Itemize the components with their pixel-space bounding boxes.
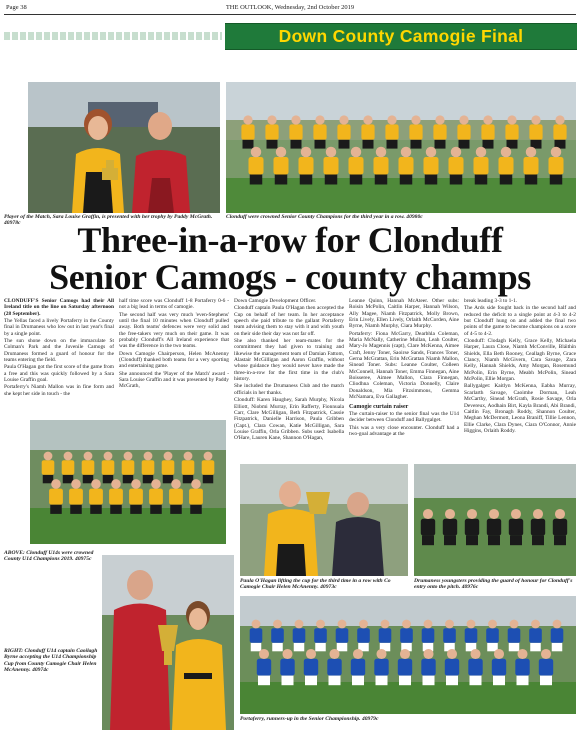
player-shorts [258, 676, 270, 686]
player-shirt [553, 124, 566, 139]
player-head [316, 620, 325, 629]
article-paragraph: The Ards side fought back in the second half and reduced the deficit to a single point at 4-3 to 4-2 but Clonduff hung on and added the final two points of the game to become champions on a score of 4-5 to 4-2. [464, 305, 576, 337]
player-shirt [445, 659, 459, 676]
player-shorts [203, 475, 214, 483]
player-shirt [422, 628, 435, 643]
player-shirt [122, 460, 135, 475]
player-shorts [291, 140, 302, 149]
player-head [84, 452, 93, 461]
player-shorts [363, 140, 374, 149]
player-shorts [400, 175, 413, 185]
article-paragraph: Clonduff: Clodagh Kelly, Grace Kelly, Michaela Harper, Laura Close, Niamh McConville, Bláithín Shields, Ella Beth Rooney, Ceallagh Byrne, Grace Clancy, Niamh McGivern, Cara Savage, Zara Kelly, Hannah Shields, Amy Morgan, Rosemund McPolin, Erin Byrne, Meabh McPolin, Sinead McPolin, Ellie Morgan. [464, 338, 576, 383]
player-head [467, 509, 477, 519]
player-head [276, 147, 287, 158]
player-head [51, 479, 61, 489]
player-shirt [529, 124, 542, 139]
player-shorts [446, 676, 458, 686]
player-shorts [294, 643, 305, 651]
article-lede: CLONDUFF'S Senior Camogs had their All Ireland title on the line on Saturday afternoon (28 September). [4, 298, 114, 317]
player-head [243, 115, 252, 124]
player-shirt [443, 628, 456, 643]
player-head [326, 147, 337, 158]
player-shorts [530, 643, 541, 651]
player-head [184, 452, 193, 461]
player-shorts [435, 140, 446, 149]
player-shirt [529, 628, 542, 643]
page-number: Page 38 [6, 4, 27, 11]
player-head [555, 509, 565, 519]
section-banner-title: Down County Camogie Final [278, 26, 524, 46]
player-head [164, 452, 173, 461]
article-col-2 [119, 298, 229, 416]
player-shirt [324, 157, 339, 175]
player-shirt [421, 659, 435, 676]
player-head [533, 509, 543, 519]
player-shorts [305, 676, 317, 686]
player-shorts [315, 643, 326, 651]
player-shirt [257, 659, 271, 676]
article-paragraph: The Yellas faced a lively Portaferry in the County final in Drumaness who low out in last year's final by a single point. [4, 318, 114, 337]
article-paragraph: This was a very close encounter. Clonduff had a two-goal advantage at the [349, 424, 459, 437]
player-shorts [325, 175, 338, 185]
player-head [470, 649, 480, 659]
player-shirt [357, 628, 370, 643]
article-paragraph: Down Camogie Development Officer. [234, 298, 317, 304]
player-shirt [549, 157, 564, 175]
player-shorts [90, 505, 102, 514]
player-head [171, 479, 181, 489]
player-shorts [272, 643, 283, 651]
photo-cup-lift [240, 464, 408, 576]
player-head [507, 115, 516, 124]
player-shorts [493, 676, 505, 686]
player-head [400, 649, 410, 659]
player-head [445, 620, 454, 629]
player-shorts [376, 676, 388, 686]
player-shorts [466, 536, 478, 546]
photo-u14-team [30, 420, 226, 544]
player-shirt [481, 124, 494, 139]
player-shirt [304, 659, 318, 676]
player-shorts [251, 643, 262, 651]
player-head [381, 620, 390, 629]
article-col-4 [349, 298, 459, 458]
player-shirt [539, 659, 553, 676]
player-shorts [352, 676, 364, 686]
player-head [359, 620, 368, 629]
player-shorts [459, 140, 470, 149]
player-shorts [488, 536, 500, 546]
player-head [423, 509, 433, 519]
article-paragraph: break leading 3-3 to 1-1. [464, 298, 518, 304]
player-head [104, 452, 113, 461]
player-head [501, 147, 512, 158]
player-shorts [470, 676, 482, 686]
player-shorts [423, 676, 435, 686]
player-shirt [499, 157, 514, 175]
caption-youngsters: Drumaness youngsters providing the guard of honour for Clonduff's entry onto the pitch. 40976c [414, 578, 573, 591]
player-shirt [293, 628, 306, 643]
article-paragraph: Portaferry: Fiona McGarry, Dearbhla Coleman, Maria McNally, Catherine Mullan, Leah Coulter, Mary-Jo Magennis (capt), Clare McKenna, Aimee Craft, Jenny Toner, Saoirse Sands, Frances Toner, Gerna McGrattan, Erin McGrattan Niamh Mallon, Sinead Toner. Subs: Leanne Coulter, Colleen McConnell, Hannah Toner, Emma Finnegan, Aine Boisseree, Aimee Mallon, Ciara Finnegan, Cliodhna Coleman, Victoria Donnelly, Claire Donaldson, Mia Fitzsimmons, Gemma McNamara, Eva Gallagher. [349, 330, 459, 401]
player-shorts [282, 676, 294, 686]
player-shirt [327, 659, 341, 676]
player-head [64, 452, 73, 461]
player-shorts [422, 536, 434, 546]
player-head [124, 452, 133, 461]
player-shorts [500, 175, 513, 185]
player-head [531, 115, 540, 124]
player-shirt [349, 157, 364, 175]
player-shorts [243, 140, 254, 149]
player-shirt [487, 519, 501, 536]
player-shirt [465, 628, 478, 643]
player-head [526, 147, 537, 158]
player-shorts [425, 175, 438, 185]
player-shirt [129, 489, 143, 505]
player-shirt [409, 124, 422, 139]
player-shorts [170, 505, 182, 514]
header-rule [4, 14, 576, 15]
player-shirt [313, 124, 326, 139]
player-shirt [149, 489, 163, 505]
article-subhead: Camogie curtain raiser [349, 403, 409, 410]
caption-player-of-match: Player of the Match, Sara Louise Graffin, is presented with her trophy by Paddy McGrath. 40978c [4, 214, 213, 227]
article-paragraph: She announced the 'Player of the Match' award - Sara Louise Graffin and it was presented by Paddy McGrath, [119, 370, 229, 390]
player-head [510, 620, 519, 629]
player-head [476, 147, 487, 158]
player-shorts [350, 175, 363, 185]
player-head [483, 115, 492, 124]
player-shorts [399, 676, 411, 686]
player-shirt [202, 460, 215, 475]
caption-champions: Clonduff were crowned Senior County Champions for the third year in a row. 40980c [226, 214, 423, 220]
player-shirt [102, 460, 115, 475]
player-shirt [271, 628, 284, 643]
player-shorts [250, 175, 263, 185]
player-head [494, 649, 504, 659]
player-head [363, 115, 372, 124]
player-shirt [449, 157, 464, 175]
player-shirt [169, 489, 183, 505]
player-shorts [329, 676, 341, 686]
article-paragraph: Leanne Quinn, Hannah McAteer. Other subs: Roisin McPolin, Caitlin Harper, Hannah Wilson, Ally Magee, Niamh Fitzpatrick, Molly Brown, Erin Lively, Ellen Lively, Orlaith McCorden, Aine Byrne, Niamh Murphy, Ciara Murphy. [349, 298, 459, 330]
headline-line-1: Three-in-a-row for Clonduff [77, 220, 503, 260]
player-head [151, 479, 161, 489]
player-shirt [374, 157, 389, 175]
player-shorts [130, 505, 142, 514]
player-head [329, 649, 339, 659]
player-shirt [515, 659, 529, 676]
player-shorts [375, 175, 388, 185]
player-head [252, 620, 261, 629]
player-shirt [337, 124, 350, 139]
player-shirt [299, 157, 314, 175]
photo-champions [226, 82, 576, 213]
player-shirt [249, 157, 264, 175]
player-head [401, 147, 412, 158]
player-head [376, 649, 386, 659]
player-shorts [510, 536, 522, 546]
article-paragraph: Paula O'Hagan got the first score of the game from a free and this was quickly followed by a Sara Louise Graffin goal. [4, 364, 114, 384]
player-shorts [387, 140, 398, 149]
article-paragraph: She included the Drumaness Club and the match officials in her thanks. [234, 383, 344, 396]
player-shirt [531, 519, 545, 536]
player-head [353, 649, 363, 659]
player-head [445, 509, 455, 519]
player-shirt [457, 124, 470, 139]
player-shirt [421, 519, 435, 536]
article-paragraph: Down Camogie Chairperson, Helen McAnenny (Clonduff) thanked both teams for a very sporting and entertaining game. [119, 350, 229, 370]
player-head [511, 509, 521, 519]
player-shirt [49, 489, 63, 505]
player-head [339, 115, 348, 124]
player-head [541, 649, 551, 659]
player-head [402, 620, 411, 629]
player-shirt [465, 519, 479, 536]
player-shorts [50, 505, 62, 514]
player-head [387, 115, 396, 124]
caption-u14-team: ABOVE: Clonduff U14s were crowned County U14 Champions 2019. 40975c [4, 550, 94, 563]
caption-u14-captain: RIGHT: Clonduff U14 captain Caoilagh Byrne accepting the U14 Championship Cup from County Camogie Chair Helen McAnenny. 40974c [4, 648, 98, 674]
article-paragraph: The curtain-raiser to the senior final was the U14 decider between Clonduff and Ballygalget. [349, 410, 459, 424]
player-shorts [275, 175, 288, 185]
player-head [555, 115, 564, 124]
photo-portaferry [240, 596, 576, 714]
player-shirt [474, 157, 489, 175]
player-shirt [182, 460, 195, 475]
player-shorts [337, 643, 348, 651]
player-head [435, 115, 444, 124]
player-shirt [62, 460, 75, 475]
player-head [301, 147, 312, 158]
player-shirt [162, 460, 175, 475]
headline [4, 222, 576, 296]
player-head [204, 452, 213, 461]
player-shirt [69, 489, 83, 505]
player-head [144, 452, 153, 461]
player-head [423, 649, 433, 659]
article-paragraph: Clonduff captain Paula O'Hagan then accepted the Cup on behalf of her team. In her acceptance speech she paid tribute to the gallant Portaferry team advising them to stay with it and with youth on their side their day was not far off. [234, 305, 344, 337]
player-head [517, 649, 527, 659]
player-shirt [265, 124, 278, 139]
player-head [306, 649, 316, 659]
player-shirt [109, 489, 123, 505]
article-paragraph: Ballygalget: Kaitlyn McKenna, Eabha Murray, Scarlarth Savage, Caoimhe Dorman, Leah McCarthy, Sinead McGrath, Rosie Savage, Orla Devereux, Aodhain Birt, Kayla Brandi, Abi Brandi, Caitlin Fay, Bronagh Roddy, Shannon Coulter, Meghan McDermott, Leona Braniff, Tillie Lennon, Ellie Clarke, Clara Dynes, Ciara O'Connor, Annie Higgins, Orlaith Roddy. [464, 383, 576, 434]
player-shorts [450, 175, 463, 185]
player-shirt [142, 460, 155, 475]
player-shirt [379, 628, 392, 643]
player-shirt [374, 659, 388, 676]
player-shirt [398, 659, 412, 676]
player-shirt [505, 124, 518, 139]
player-head [282, 649, 292, 659]
player-shirt [250, 628, 263, 643]
player-head [315, 115, 324, 124]
caption-portaferry: Portaferry, runners-up in the Senior Championship. 40979c [240, 716, 379, 722]
player-shorts [483, 140, 494, 149]
player-shirt [553, 519, 567, 536]
article-paragraph: She also thanked her team-mates for the commitment they had given to training and likewise the management team of Damian Fattom, Alastair McGilligan and Aaron Graffin, without whose guidance they would never have made the three-in-a-row for the first time in the club's history. [234, 338, 344, 383]
player-shirt [468, 659, 482, 676]
player-head [553, 620, 562, 629]
player-shorts [550, 175, 563, 185]
player-head [351, 147, 362, 158]
player-head [291, 115, 300, 124]
player-head [338, 620, 347, 629]
player-head [191, 479, 201, 489]
player-shorts [70, 505, 82, 514]
player-shorts [517, 676, 529, 686]
player-shirt [424, 157, 439, 175]
player-head [295, 620, 304, 629]
player-shorts [552, 643, 563, 651]
player-shirt [241, 124, 254, 139]
player-head [259, 649, 269, 659]
player-shirt [314, 628, 327, 643]
player-head [426, 147, 437, 158]
player-head [44, 452, 53, 461]
player-head [251, 147, 262, 158]
player-shirt [433, 124, 446, 139]
player-head [111, 479, 121, 489]
player-head [267, 115, 276, 124]
player-shirt [443, 519, 457, 536]
player-shirt [524, 157, 539, 175]
article-col-1 [4, 298, 114, 416]
player-shorts [532, 536, 544, 546]
player-shirt [89, 489, 103, 505]
article-paragraph: The sun shone down on the immaculate St Colman's Park and the Juvenile Camogs of Drumaness formed a guard of honour for the teams entering the field. [4, 338, 114, 364]
publication-line: THE OUTLOOK, Wednesday, 2nd October 2019 [225, 4, 355, 11]
player-shirt [42, 460, 55, 475]
article-paragraph: The second half was very much 'even-Stephens' until the final 10 minutes when Clonduff pulled away. Both teams' defences were very solid and the free-takers very much on their game. It was probably Clonduff's All Ireland experience that was the difference in the two teams. [119, 311, 229, 350]
article-paragraph: Clonduff: Karen Haughey, Sarah Murphy, Nicola Elliott, Niobmi Murray, Erin Rafferty, Fionnuala Carr, Clare McGilligan, Beth Fitzpatrick, Cassie Fitzpatrick, Danielle Harrison, Paula Gribben (Capt.), Clara Cowan, Katie McGilligan, Sara Louise Graffin, Orla Gribben. Subs used: Isabella O'Hare, Lauren Kane, Shannon O'Hagan, [234, 397, 344, 442]
player-shirt [289, 124, 302, 139]
player-head [451, 147, 462, 158]
article-paragraph: half time score was Clonduff 1-8 Portaferry 0-6 - not a big lead in terms of camogie. [119, 298, 229, 311]
player-shirt [551, 628, 564, 643]
article-col-5 [464, 298, 576, 458]
player-head [71, 479, 81, 489]
player-shorts [267, 140, 278, 149]
player-head [447, 649, 457, 659]
player-shorts [411, 140, 422, 149]
player-shorts [110, 505, 122, 514]
player-shirt [82, 460, 95, 475]
player-shirt [508, 628, 521, 643]
player-shorts [190, 505, 202, 514]
headline-line-2: Senior Camogs - county champs [49, 257, 531, 297]
player-head [459, 115, 468, 124]
player-head [411, 115, 420, 124]
player-head [131, 479, 141, 489]
player-head [551, 147, 562, 158]
player-shirt [400, 628, 413, 643]
player-shirt [385, 124, 398, 139]
player-shirt [399, 157, 414, 175]
player-head [467, 620, 476, 629]
photo-youngsters [414, 464, 576, 576]
player-head [424, 620, 433, 629]
player-shirt [486, 628, 499, 643]
player-shirt [351, 659, 365, 676]
player-shorts [300, 175, 313, 185]
player-head [273, 620, 282, 629]
player-shorts [525, 175, 538, 185]
player-shorts [150, 505, 162, 514]
player-shorts [315, 140, 326, 149]
player-shirt [189, 489, 203, 505]
player-shirt [336, 628, 349, 643]
player-head [489, 509, 499, 519]
player-shirt [509, 519, 523, 536]
article-paragraph: Portaferry's Niamh Mallon was in fine form and she kept her side in touch - the [4, 384, 114, 397]
player-head [531, 620, 540, 629]
player-shirt [274, 157, 289, 175]
player-shirt [361, 124, 374, 139]
player-shorts [444, 536, 456, 546]
player-head [91, 479, 101, 489]
player-shorts [475, 175, 488, 185]
player-head [376, 147, 387, 158]
caption-cup-lift: Paula O'Hagan lifting the cup for the third time in a row with Co Camogie Chair Helen McAnenny. 40973c [240, 578, 391, 591]
player-shirt [492, 659, 506, 676]
player-shorts [554, 536, 566, 546]
player-shorts [540, 676, 552, 686]
article-col-3 [234, 298, 344, 458]
banner-stripe [4, 32, 222, 40]
player-shorts [509, 643, 520, 651]
player-head [488, 620, 497, 629]
player-shorts [339, 140, 350, 149]
player-shirt [280, 659, 294, 676]
photo-u14-captain [102, 555, 234, 730]
photo-player-of-match [28, 82, 220, 213]
